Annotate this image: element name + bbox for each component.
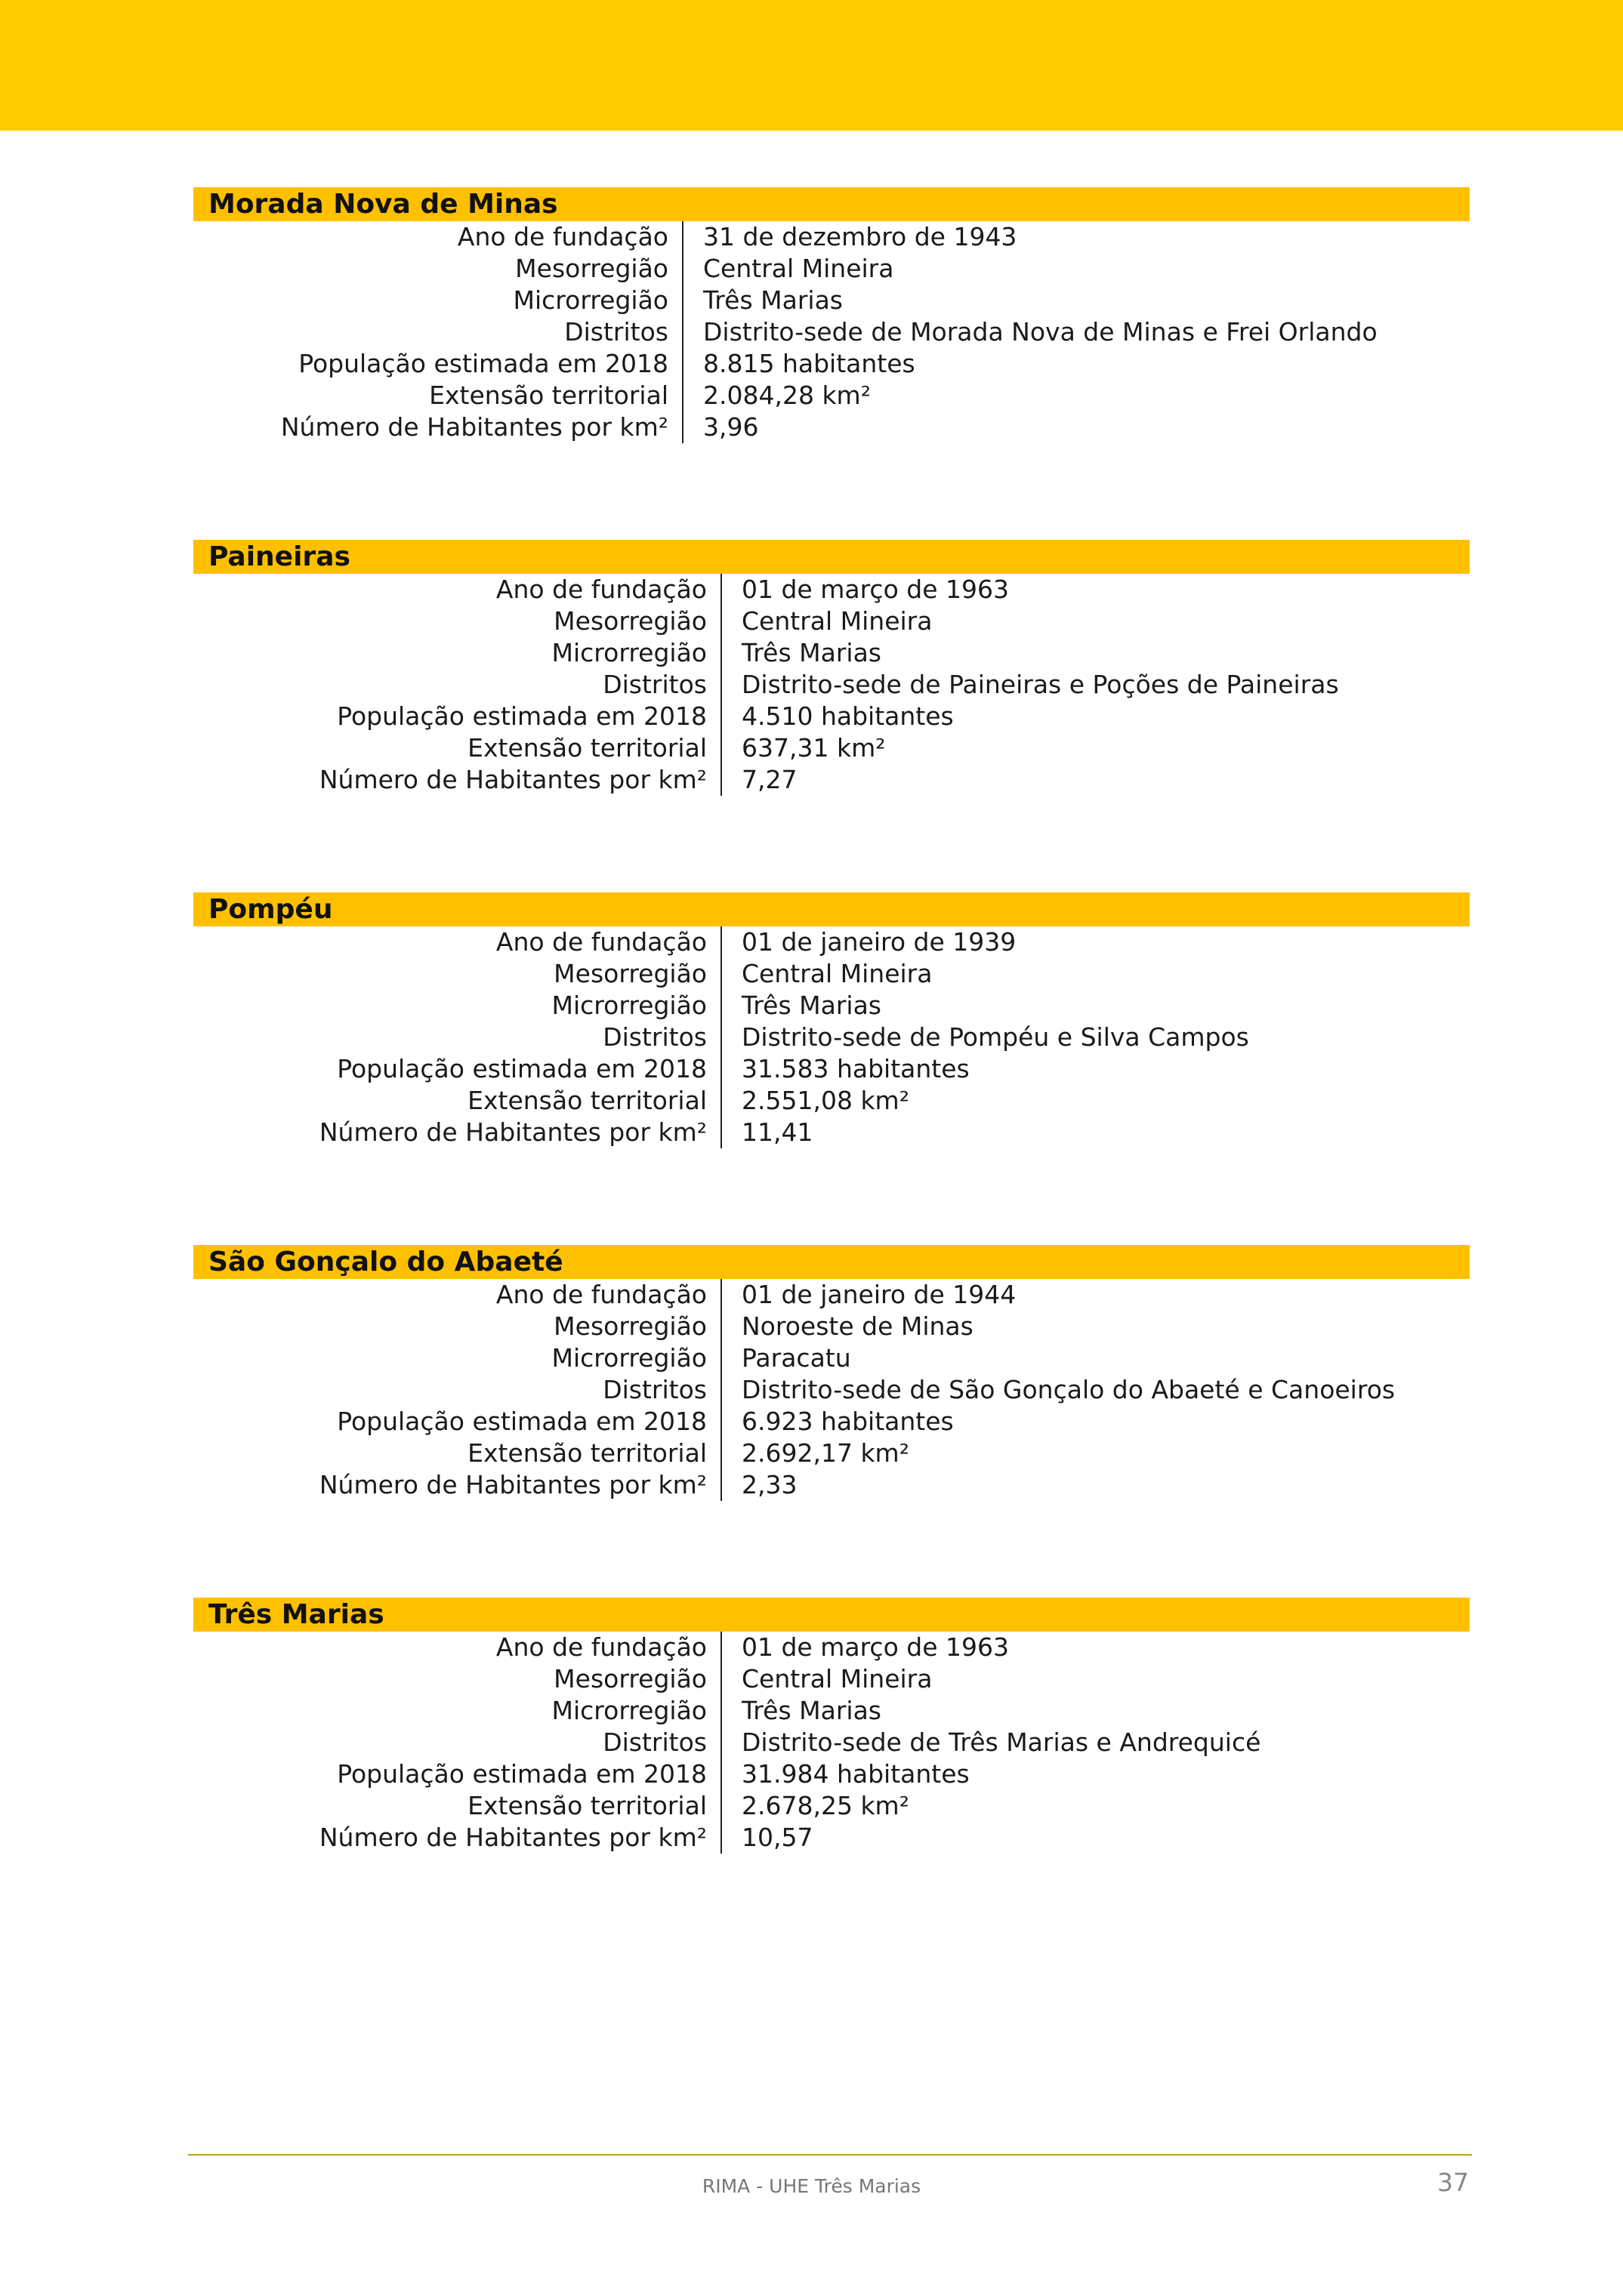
row-value: Três Marias xyxy=(720,637,1470,669)
row-label: Distritos xyxy=(603,670,707,699)
row-value: 31.583 habitantes xyxy=(720,1053,1470,1085)
row-label: Número de Habitantes por km² xyxy=(280,412,668,442)
row-label: Ano de fundação xyxy=(457,222,668,251)
row-value: 6.923 habitantes xyxy=(720,1406,1470,1438)
info-row xyxy=(193,1822,1470,1854)
info-row xyxy=(193,285,1470,316)
info-row xyxy=(193,1438,1470,1469)
row-label: Microrregião xyxy=(551,638,707,667)
row-value: Distrito-sede de Três Marias e Andrequicé xyxy=(720,1727,1470,1758)
info-row xyxy=(193,1053,1470,1085)
footer-rule xyxy=(188,2154,1472,2156)
info-row xyxy=(193,1663,1470,1695)
row-value: Distrito-sede de Paineiras e Poções de Paineiras xyxy=(720,669,1470,701)
row-label: Mesorregião xyxy=(554,959,707,988)
info-row xyxy=(193,1695,1470,1727)
row-label: Distritos xyxy=(603,1375,707,1404)
section-title: Paineiras xyxy=(193,540,1470,574)
row-label: Número de Habitantes por km² xyxy=(319,1823,707,1852)
info-row xyxy=(193,1758,1470,1790)
row-value: 01 de março de 1963 xyxy=(720,1632,1470,1663)
section-pompeu xyxy=(193,892,1470,1148)
row-value: Três Marias xyxy=(720,990,1470,1022)
info-row xyxy=(193,764,1470,796)
row-value: 01 de janeiro de 1944 xyxy=(720,1279,1470,1311)
row-label: População estimada em 2018 xyxy=(298,349,668,378)
row-value: 10,57 xyxy=(720,1822,1470,1854)
row-value: 637,31 km² xyxy=(720,732,1470,764)
row-value: Central Mineira xyxy=(720,1663,1470,1695)
row-label: Mesorregião xyxy=(515,254,668,283)
info-row xyxy=(193,253,1470,285)
row-value: 01 de março de 1963 xyxy=(720,574,1470,606)
info-row xyxy=(193,1342,1470,1374)
row-value: Distrito-sede de Morada Nova de Minas e Frei Orlando xyxy=(682,316,1470,348)
info-row xyxy=(193,1469,1470,1501)
row-label: População estimada em 2018 xyxy=(337,1407,707,1436)
row-value: Central Mineira xyxy=(682,253,1470,285)
info-row xyxy=(193,958,1470,990)
row-value: Noroeste de Minas xyxy=(720,1311,1470,1342)
row-value: 01 de janeiro de 1939 xyxy=(720,926,1470,958)
info-row xyxy=(193,926,1470,958)
row-label: Mesorregião xyxy=(554,1664,707,1693)
row-label: Mesorregião xyxy=(554,606,707,636)
info-row xyxy=(193,701,1470,732)
page-number: 37 xyxy=(1437,2168,1469,2197)
row-value: Central Mineira xyxy=(720,958,1470,990)
info-row xyxy=(193,1632,1470,1663)
row-value: 7,27 xyxy=(720,764,1470,796)
info-row xyxy=(193,1311,1470,1342)
row-value: 31.984 habitantes xyxy=(720,1758,1470,1790)
info-row xyxy=(193,1790,1470,1822)
section-paineiras xyxy=(193,540,1470,796)
row-label: Microrregião xyxy=(513,285,668,315)
section-title: São Gonçalo do Abaeté xyxy=(193,1245,1470,1279)
row-label: Extensão territorial xyxy=(467,1438,707,1468)
row-value: 31 de dezembro de 1943 xyxy=(682,221,1470,253)
section-tres-marias xyxy=(193,1598,1470,1854)
row-value: 2.084,28 km² xyxy=(682,380,1470,411)
section-sao-goncalo-do-abaete xyxy=(193,1245,1470,1501)
row-value: 2.551,08 km² xyxy=(720,1085,1470,1117)
row-label: Número de Habitantes por km² xyxy=(319,765,707,794)
row-label: Ano de fundação xyxy=(495,1280,707,1309)
info-row xyxy=(193,1374,1470,1406)
row-label: Microrregião xyxy=(551,1696,707,1725)
info-row xyxy=(193,1406,1470,1438)
info-row xyxy=(193,1117,1470,1148)
row-value: 4.510 habitantes xyxy=(720,701,1470,732)
row-value: Central Mineira xyxy=(720,606,1470,637)
row-value: Distrito-sede de Pompéu e Silva Campos xyxy=(720,1022,1470,1053)
row-value: Paracatu xyxy=(720,1342,1470,1374)
info-row xyxy=(193,990,1470,1022)
info-table xyxy=(193,926,1470,1148)
footer-text: RIMA - UHE Três Marias xyxy=(702,2175,921,2197)
info-row xyxy=(193,574,1470,606)
info-row xyxy=(193,411,1470,443)
row-value: 2.692,17 km² xyxy=(720,1438,1470,1469)
row-value: Distrito-sede de São Gonçalo do Abaeté e Canoeiros xyxy=(720,1374,1470,1406)
row-label: Número de Habitantes por km² xyxy=(319,1117,707,1147)
info-row xyxy=(193,732,1470,764)
info-table xyxy=(193,1632,1470,1854)
info-table xyxy=(193,1279,1470,1501)
row-label: Distritos xyxy=(603,1022,707,1052)
row-label: Ano de fundação xyxy=(495,575,707,604)
row-label: Distritos xyxy=(564,317,668,347)
row-label: Extensão territorial xyxy=(429,381,668,410)
row-value: 8.815 habitantes xyxy=(682,348,1470,380)
row-value: Três Marias xyxy=(682,285,1470,316)
info-row xyxy=(193,221,1470,253)
row-label: Extensão territorial xyxy=(467,1791,707,1820)
info-row xyxy=(193,380,1470,411)
row-label: Extensão territorial xyxy=(467,733,707,763)
info-row xyxy=(193,1085,1470,1117)
row-label: Extensão territorial xyxy=(467,1086,707,1115)
row-value: Três Marias xyxy=(720,1695,1470,1727)
section-morada-nova-de-minas xyxy=(193,187,1470,443)
row-label: Mesorregião xyxy=(554,1311,707,1341)
info-row xyxy=(193,637,1470,669)
section-title: Três Marias xyxy=(193,1598,1470,1632)
header-band xyxy=(0,0,1623,131)
info-row xyxy=(193,348,1470,380)
info-table xyxy=(193,574,1470,796)
row-label: População estimada em 2018 xyxy=(337,1759,707,1789)
row-value: 2.678,25 km² xyxy=(720,1790,1470,1822)
section-title: Pompéu xyxy=(193,892,1470,926)
row-label: Ano de fundação xyxy=(495,927,707,957)
row-label: População estimada em 2018 xyxy=(337,701,707,731)
row-label: Número de Habitantes por km² xyxy=(319,1470,707,1499)
row-label: Ano de fundação xyxy=(495,1632,707,1662)
row-label: População estimada em 2018 xyxy=(337,1054,707,1083)
info-row xyxy=(193,669,1470,701)
row-label: Distritos xyxy=(603,1727,707,1757)
row-value: 11,41 xyxy=(720,1117,1470,1148)
info-table xyxy=(193,221,1470,443)
info-row xyxy=(193,1279,1470,1311)
info-row xyxy=(193,316,1470,348)
info-row xyxy=(193,1022,1470,1053)
row-label: Microrregião xyxy=(551,1343,707,1373)
section-title: Morada Nova de Minas xyxy=(193,187,1470,221)
row-label: Microrregião xyxy=(551,991,707,1020)
row-value: 3,96 xyxy=(682,411,1470,443)
row-value: 2,33 xyxy=(720,1469,1470,1501)
info-row xyxy=(193,606,1470,637)
info-row xyxy=(193,1727,1470,1758)
